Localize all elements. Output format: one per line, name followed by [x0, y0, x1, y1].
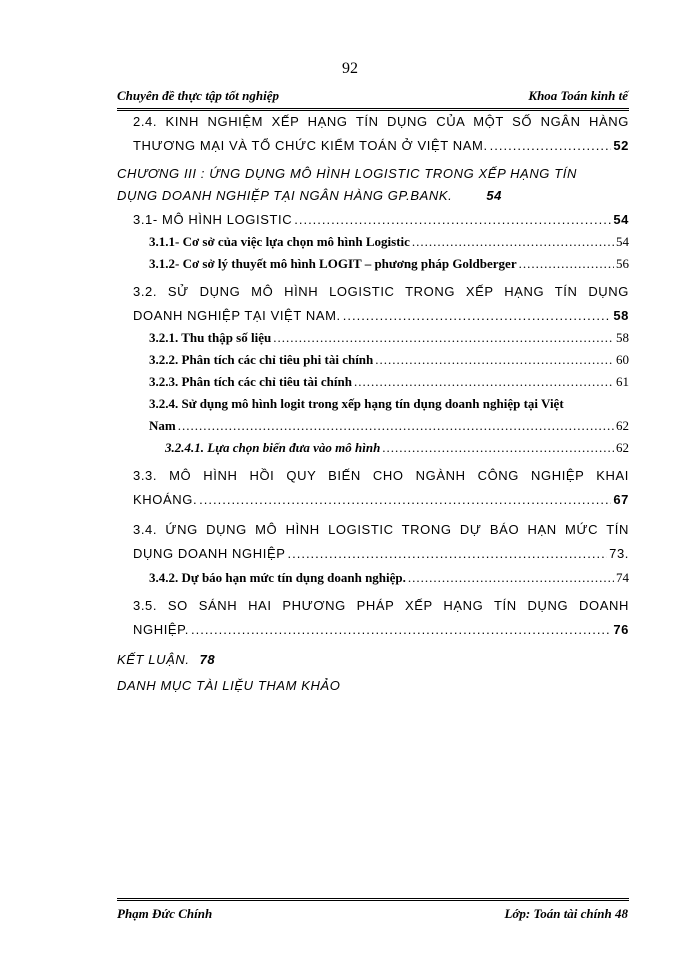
leader-dots: [288, 546, 608, 561]
toc-entry-3-2-1-title: 3.2.1. Thu thập số liệu: [149, 330, 272, 345]
footer-rule: [117, 898, 629, 901]
toc-entry-3-5[interactable]: [133, 622, 629, 637]
header-left: Chuyên đề thực tập tốt nghiệp: [117, 88, 279, 103]
toc-entry-3-2-4-page: 62: [616, 418, 629, 433]
toc-entry-2-4-page: 52: [613, 138, 629, 153]
toc-entry-3-2-3[interactable]: [149, 374, 629, 390]
leader-dots: [519, 256, 614, 272]
toc-entry-3-5-page: 76: [613, 622, 629, 637]
toc-entry-3-5-line2: NGHIỆP.: [133, 622, 189, 637]
toc-entry-3-4-line1[interactable]: 3.4. ỨNG DỤNG MÔ HÌNH LOGISTIC TRONG DỰ BÁO HẠN MỨC TÍN: [133, 522, 629, 537]
toc-entry-3-1-1-page: 54: [616, 234, 629, 249]
toc-entry-3-2-4-1-page: 62: [616, 440, 629, 455]
toc-entry-3-2-2[interactable]: [149, 352, 629, 368]
toc-entry-3-1-page: 54: [613, 212, 629, 227]
toc-entry-3-2-4-1[interactable]: [165, 440, 629, 456]
leader-dots: [412, 234, 614, 250]
toc-chapter-3-line2: DỤNG DOANH NGHIỆP TẠI NGÂN HÀNG GP.BANK.: [117, 188, 453, 203]
toc-chapter-3-line1[interactable]: CHƯƠNG III : ỨNG DỤNG MÔ HÌNH LOGISTIC TRONG XẾP HẠNG TÍN: [117, 166, 577, 181]
toc-entry-2-4-line1[interactable]: 2.4. KINH NGHIỆM XẾP HẠNG TÍN DỤNG CỦA MỘT SỐ NGÂN HÀNG: [133, 114, 629, 129]
toc-entry-3-2-1[interactable]: [149, 330, 629, 346]
toc-entry-3-1-2[interactable]: [149, 256, 629, 272]
toc-entry-3-2-3-page: 61: [616, 374, 629, 389]
toc-entry-3-3-line2: KHOÁNG.: [133, 492, 198, 507]
leader-dots: [294, 212, 611, 227]
toc-entry-2-4-line2: THƯƠNG MẠI VÀ TỔ CHỨC KIỂM TOÁN Ở VIỆT NAM.: [133, 138, 488, 153]
toc-entry-3-2-line2: DOANH NGHIỆP TẠI VIỆT NAM.: [133, 308, 341, 323]
toc-entry-3-2[interactable]: [133, 308, 629, 323]
toc-chapter-3-page: 54: [486, 188, 502, 203]
toc-entry-3-1-2-title: 3.1.2- Cơ sở lý thuyết mô hình LOGIT – phương pháp Goldberger: [149, 256, 517, 271]
header-right: Khoa Toán kinh tế: [528, 88, 628, 103]
toc-conclusion-title: KẾT LUẬN.: [117, 652, 190, 667]
toc-entry-3-4-line2: DỤNG DOANH NGHIỆP: [133, 546, 286, 561]
footer-left: Phạm Đức Chính: [117, 906, 213, 921]
toc-entry-3-2-2-page: 60: [616, 352, 629, 367]
toc-entry-2-4[interactable]: [133, 138, 629, 153]
toc-entry-3-2-4-1-title: 3.2.4.1. Lựa chọn biến đưa vào mô hình: [165, 440, 381, 455]
leader-dots: [178, 418, 614, 434]
toc-entry-3-2-1-page: 58: [616, 330, 629, 345]
toc-entry-3-3[interactable]: [133, 492, 629, 507]
toc-entry-3-3-line1[interactable]: 3.3. MÔ HÌNH HỒI QUY BIẾN CHO NGÀNH CÔNG NGHIỆP KHAI: [133, 468, 629, 483]
leader-dots: [343, 308, 612, 323]
toc-entry-3-1-2-page: 56: [616, 256, 629, 271]
toc-entry-3-5-line1[interactable]: 3.5. SO SÁNH HAI PHƯƠNG PHÁP XẾP HẠNG TÍN DỤNG DOANH: [133, 598, 629, 613]
toc-entry-3-1-1-title: 3.1.1- Cơ sở của việc lựa chọn mô hình Logistic: [149, 234, 410, 249]
leader-dots: [490, 138, 612, 153]
toc-entry-3-2-4-line1[interactable]: 3.2.4. Sử dụng mô hình logit trong xếp hạng tín dụng doanh nghiệp tại Việt: [149, 396, 564, 411]
leader-dots: [408, 570, 614, 586]
toc-entry-3-2-4-line2: Nam: [149, 418, 176, 433]
toc-references[interactable]: DANH MỤC TÀI LIỆU THAM KHẢO: [117, 678, 341, 693]
toc-entry-3-1-title: 3.1- MÔ HÌNH LOGISTIC: [133, 212, 293, 227]
toc-entry-3-3-page: 67: [613, 492, 629, 507]
table-of-contents: [117, 0, 629, 960]
footer-right: Lớp: Toán tài chính 48: [504, 906, 628, 921]
leader-dots: [375, 352, 614, 368]
page-number: 92: [342, 60, 358, 77]
leader-dots: [273, 330, 614, 346]
toc-conclusion[interactable]: [117, 652, 215, 667]
toc-entry-3-2-4[interactable]: [149, 418, 629, 434]
toc-entry-3-2-2-title: 3.2.2. Phân tích các chỉ tiêu phi tài chính: [149, 352, 374, 367]
leader-dots: [199, 492, 611, 507]
toc-entry-3-4-2-page: 74: [616, 570, 629, 585]
leader-dots: [191, 622, 611, 637]
toc-conclusion-page: 78: [199, 652, 216, 667]
toc-entry-3-2-line1[interactable]: 3.2. SỬ DỤNG MÔ HÌNH LOGISTIC TRONG XẾP HẠNG TÍN DỤNG: [133, 284, 629, 299]
toc-entry-3-4-page: 73.: [609, 546, 629, 561]
toc-entry-3-1[interactable]: [133, 212, 629, 227]
leader-dots: [382, 440, 614, 456]
toc-entry-3-4[interactable]: [133, 546, 629, 561]
toc-entry-3-2-page: 58: [613, 308, 629, 323]
leader-dots: [354, 374, 614, 390]
toc-entry-3-1-1[interactable]: [149, 234, 629, 250]
toc-entry-3-2-3-title: 3.2.3. Phân tích các chỉ tiêu tài chính: [149, 374, 352, 389]
toc-entry-3-4-2-title: 3.4.2. Dự báo hạn mức tín dụng doanh nghiệp.: [149, 570, 406, 585]
toc-chapter-3[interactable]: [117, 188, 502, 203]
toc-entry-3-4-2[interactable]: [149, 570, 629, 586]
